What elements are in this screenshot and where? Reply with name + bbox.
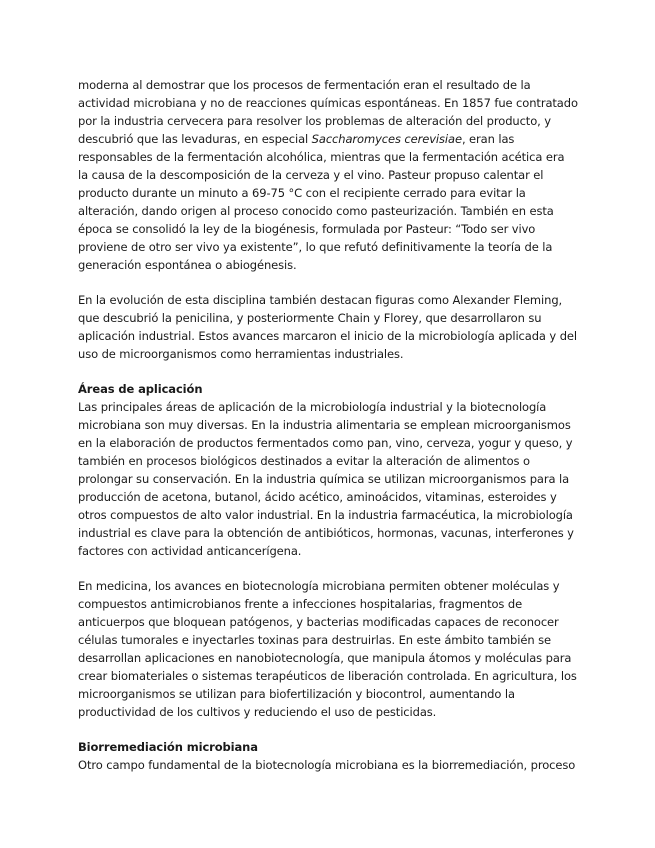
paragraph-pasteur xyxy=(78,76,578,274)
document-body xyxy=(78,76,578,791)
species-name-italic: Saccharomyces cerevisiae xyxy=(311,132,462,146)
paragraph-fleming: En la evolución de esta disciplina también destacan figuras como Alexander Fleming, que descubrió la penicilina, y posteriormente Chain y Florey, que desarrollaron su aplicación industrial. Estos avances marcaron el inicio de la microbiología aplicada y del uso de microorganismos como herramientas industriales. xyxy=(78,293,577,361)
paragraph-pasteur-text-2: , eran las responsables de la fermentación alcohólica, mientras que la fermentación acética era la causa de la descomposición de la cerveza y el vino. Pasteur propuso calentar el producto durante un minuto a 69-75 °C con el recipiente cerrado para evitar la alteración, dando origen al proceso conocido como pasteurización. También en esta época se consolidó la ley de la biogénesis, formulada por Pasteur: “Todo ser vivo proviene de otro ser vivo ya existente”, lo que refutó definitivamente la teoría de la generación espontánea o abiogénesis. xyxy=(78,132,565,272)
paragraph-medicina: En medicina, los avances en biotecnología microbiana permiten obtener moléculas y compuestos antimicrobianos frente a infecciones hospitalarias, fragmentos de anticuerpos que bloquean patógenos, y bacterias modificadas capaces de reconocer células tumorales e inyectarles toxinas para destruirlas. En este ámbito también se desarrollan aplicaciones en nanobiotecnología, que manipula átomos y moléculas para crear biomateriales o sistemas terapéuticos de liberación controlada. En agricultura, los microorganismos se utilizan para biofertilización y biocontrol, aumentando la productividad de los cultivos y reduciendo el uso de pesticidas. xyxy=(78,579,577,719)
paragraph-biorremediacion: Otro campo fundamental de la biotecnología microbiana es la biorremediación, proceso xyxy=(78,758,576,772)
heading-biorremediacion: Biorremediación microbiana xyxy=(78,740,258,754)
paragraph-pasteur-text-1: moderna al demostrar que los procesos de fermentación eran el resultado de la actividad microbiana y no de reacciones químicas espontáneas. En 1857 fue contratado por la industria cervecera para resolver los problemas de alteración del producto, y descubrió que las levaduras, en especial xyxy=(78,78,578,146)
paragraph-areas: Las principales áreas de aplicación de la microbiología industrial y la biotecnología microbiana son muy diversas. En la industria alimentaria se emplean microorganismos en la elaboración de productos fermentados como pan, vino, cerveza, yogur y queso, y también en procesos biológicos destinados a evitar la alteración de alimentos o prolongar su conservación. En la industria química se utilizan microorganismos para la producción de acetona, butanol, ácido acético, aminoácidos, vitaminas, esteroides y otros compuestos de alto valor industrial. En la industria farmacéutica, la microbiología industrial es clave para la obtención de antibióticos, hormonas, vacunas, interferones y factores con actividad anticancerígena. xyxy=(78,400,574,558)
heading-areas-de-aplicacion: Áreas de aplicación xyxy=(78,382,203,396)
